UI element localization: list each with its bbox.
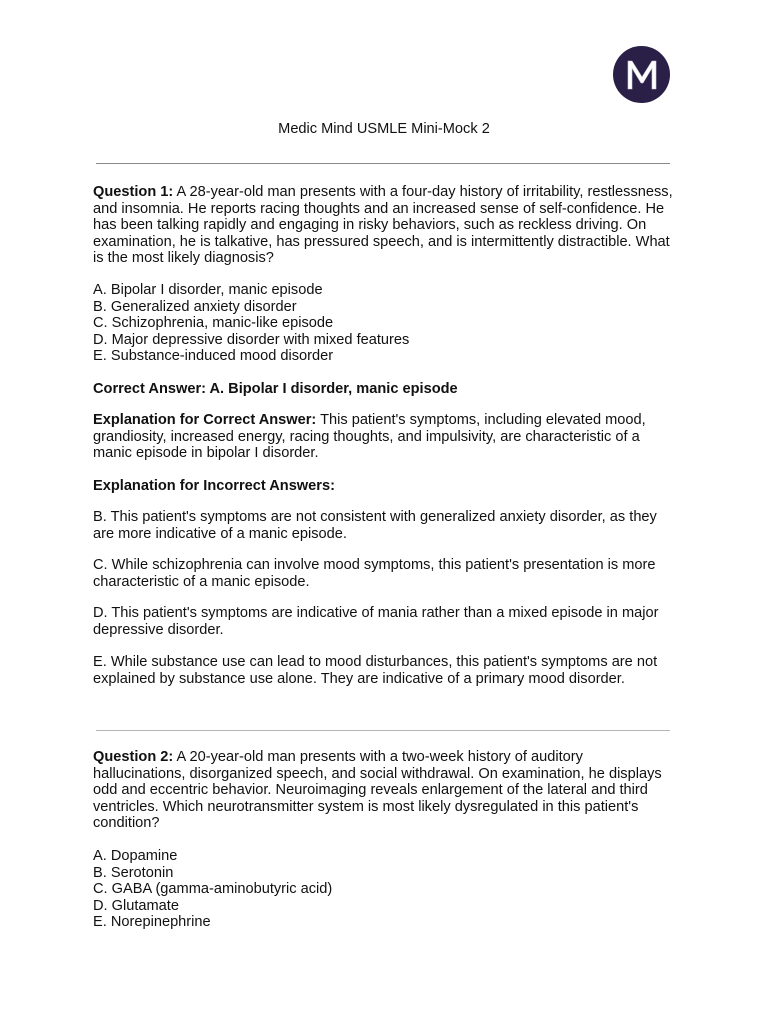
question-1 (93, 184, 673, 267)
answer-option[interactable]: E. Substance-induced mood disorder (93, 348, 334, 365)
incorrect-explanation-text: B. This patient's symptoms are not consistent with generalized anxiety disorder, as they are more indicative of a manic episode. (93, 509, 657, 542)
answer-option[interactable]: A. Bipolar I disorder, manic episode (93, 282, 323, 298)
answer-option[interactable]: C. Schizophrenia, manic-like episode (93, 315, 334, 332)
answer-option[interactable]: A. Dopamine (93, 848, 178, 864)
incorrect-explanation (93, 557, 673, 590)
question-divider (96, 730, 670, 731)
question-2-options (93, 848, 673, 931)
incorrect-explanation (93, 509, 673, 542)
title-divider (96, 163, 670, 164)
answer-option[interactable]: B. Generalized anxiety disorder (93, 298, 297, 315)
question-2-stem: A 20-year-old man presents with a two-week history of auditory hallucinations, disorganized speech, and social withdrawal. On examination, he displays odd and eccentric behavior. Neuroimaging reveals enlargement of the lateral and third ventricles. Which neurotransmitter system is most likely dysregulated in this patient's condition? (93, 749, 662, 832)
medic-mind-logo (613, 46, 670, 103)
answer-option[interactable]: C. GABA (gamma-aminobutyric acid) (93, 881, 333, 898)
question-2-label: Question 2: (93, 749, 174, 765)
incorrect-explanation-text: E. While substance use can lead to mood disturbances, this patient's symptoms are not explained by substance use alone. They are indicative of a primary mood disorder. (93, 654, 658, 687)
correct-answer (93, 381, 673, 398)
incorrect-explanation (93, 605, 673, 638)
incorrect-heading-text: Explanation for Incorrect Answers: (93, 478, 335, 494)
incorrect-explanation-text: C. While schizophrenia can involve mood symptoms, this patient's presentation is more characteristic of a manic episode. (93, 557, 656, 590)
incorrect-explanation-text: D. This patient's symptoms are indicative of mania rather than a mixed episode in major depressive disorder. (93, 605, 659, 638)
correct-explanation (93, 412, 673, 462)
question-1-options (93, 282, 673, 365)
question-2 (93, 749, 673, 832)
answer-option[interactable]: B. Serotonin (93, 864, 174, 881)
correct-explanation-label: Explanation for Correct Answer: (93, 412, 317, 428)
document-title: Medic Mind USMLE Mini-Mock 2 (278, 121, 490, 137)
question-1-stem: A 28-year-old man presents with a four-day history of irritability, restlessness, and insomnia. He reports racing thoughts and an increased sense of self-confidence. He has been talking rapidly and engaging in risky behaviors, such as reckless driving. On examination, he is talkative, has pressured speech, and is intermittently distractible. What is the most likely diagnosis? (93, 184, 673, 267)
m-letter-icon (622, 55, 662, 95)
answer-option[interactable]: D. Major depressive disorder with mixed features (93, 331, 410, 348)
correct-explanation-text: This patient's symptoms, including elevated mood, grandiosity, increased energy, racing thoughts, and impulsivity, are characteristic of a manic episode in bipolar I disorder. (93, 412, 646, 462)
answer-option[interactable]: D. Glutamate (93, 897, 179, 914)
incorrect-heading (93, 478, 673, 495)
correct-answer-text: Correct Answer: A. Bipolar I disorder, manic episode (93, 381, 458, 397)
incorrect-explanation (93, 654, 673, 687)
question-1-label: Question 1: (93, 184, 174, 200)
answer-option[interactable]: E. Norepinephrine (93, 914, 211, 931)
